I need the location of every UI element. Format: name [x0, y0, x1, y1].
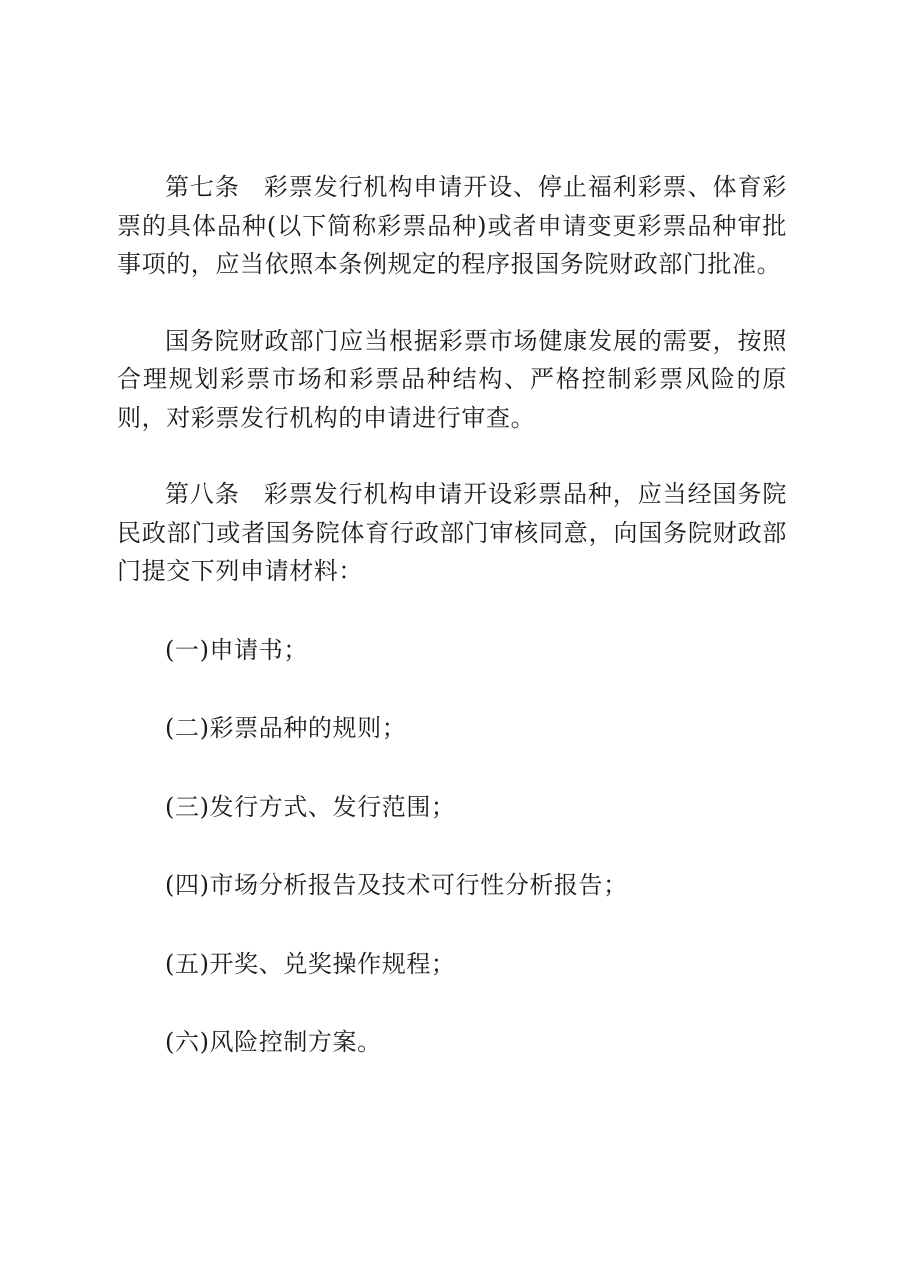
article-7-number: 第七条	[165, 173, 240, 201]
list-item: (五)开奖、兑奖操作规程；	[165, 949, 456, 978]
article-7-text: 彩票发行机构申请开设、停止福利彩票、体育彩票的具体品种(以下简称彩票品种)或者申请变更彩票品种审批事项的，应当依照本条例规定的程序报国务院财政部门批准。	[117, 173, 787, 278]
materials-list	[117, 631, 787, 1062]
list-item: (二)彩票品种的规则；	[165, 714, 407, 742]
list-item: (一)申请书；	[165, 635, 308, 664]
list-item: (三)发行方式、发行范围；	[165, 792, 456, 821]
article-8-number: 第八条	[165, 480, 240, 508]
article-7-paragraph	[117, 168, 787, 284]
list-item: (六)风险控制方案。	[165, 1028, 382, 1056]
article-8-text: 彩票发行机构申请开设彩票品种，应当经国务院民政部门或者国务院体育行政部门审核同意，向国务院财政部门提交下列申请材料：	[117, 480, 787, 585]
article-8-paragraph	[117, 475, 787, 591]
list-item: (四)市场分析报告及技术可行性分析报告；	[165, 871, 628, 899]
document-page	[117, 168, 787, 1062]
article-7-paragraph-2: 国务院财政部门应当根据彩票市场健康发展的需要，按照合理规划彩票市场和彩票品种结构、严格控制彩票风险的原则，对彩票发行机构的申请进行审查。	[117, 326, 787, 432]
